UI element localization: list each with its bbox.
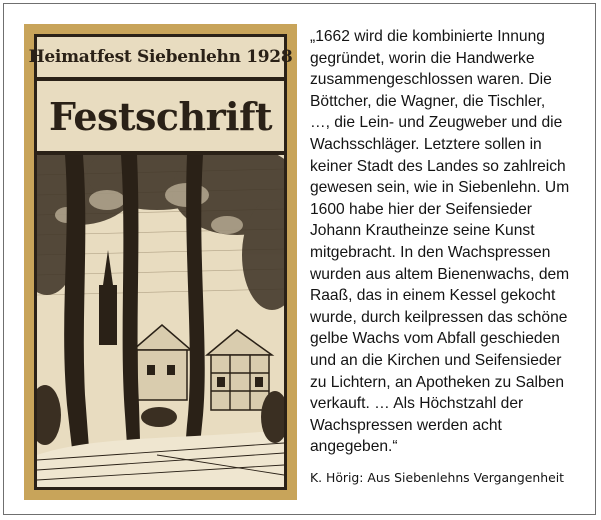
quote-line: gegründet, worin die Handwerke: [310, 49, 535, 67]
quote-line: gewesen sein, wie in Siebenlehn. Um: [310, 179, 570, 197]
quote-line: Raaß, das in einem Kessel gekocht: [310, 287, 556, 305]
content-frame: [3, 3, 596, 515]
quote-line: Johann Krautheinze seine Kunst: [310, 222, 535, 240]
quote-attribution: K. Hörig: Aus Siebenlehns Vergangenheit: [310, 470, 565, 485]
quote-line: keiner Stadt des Landes so zahlreich: [310, 157, 566, 175]
quote-line: Wachspressen werden acht: [310, 416, 502, 434]
cover-title: Festschrift: [48, 93, 273, 139]
quote-line: 1600 habe hier der Seifensieder: [310, 200, 532, 218]
quote-line: und an die Kirchen und Seifensieder: [310, 351, 562, 369]
quote-line: zusammengeschlossen waren. Die: [310, 71, 552, 89]
quote-line: wurden aus altem Bienenwachs, dem: [310, 265, 570, 283]
quote-line: gelbe Wachs vom Abfall geschieden: [310, 330, 560, 348]
quote-line: wurde, durch keilpressen das schöne: [310, 308, 568, 326]
cover-banner: [28, 37, 293, 81]
quote-line: Wachsschläger. Letztere sollen in: [310, 135, 542, 153]
quote-line: angegeben.“: [310, 438, 398, 456]
quote-line: verkauft. … Als Höchstzahl der: [310, 395, 524, 413]
cover-banner-text: Heimatfest Siebenlehn 1928: [28, 47, 293, 67]
quote-text: [310, 26, 592, 458]
quote-line: zu Lichtern, an Apotheken zu Salben: [310, 373, 565, 391]
cover-title-panel: [37, 81, 284, 155]
cover-paper: [28, 34, 293, 490]
woodcut-illustration: [37, 155, 284, 487]
quote-line: „1662 wird die kombinierte Innung: [310, 28, 545, 45]
quote-line: Böttcher, die Wagner, die Tischler,: [310, 92, 546, 110]
quote-line: mitgebracht. In den Wachspressen: [310, 243, 551, 261]
quote-line: …, die Lein- und Zeugweber und die: [310, 114, 563, 132]
festschrift-cover-image: [24, 24, 297, 500]
